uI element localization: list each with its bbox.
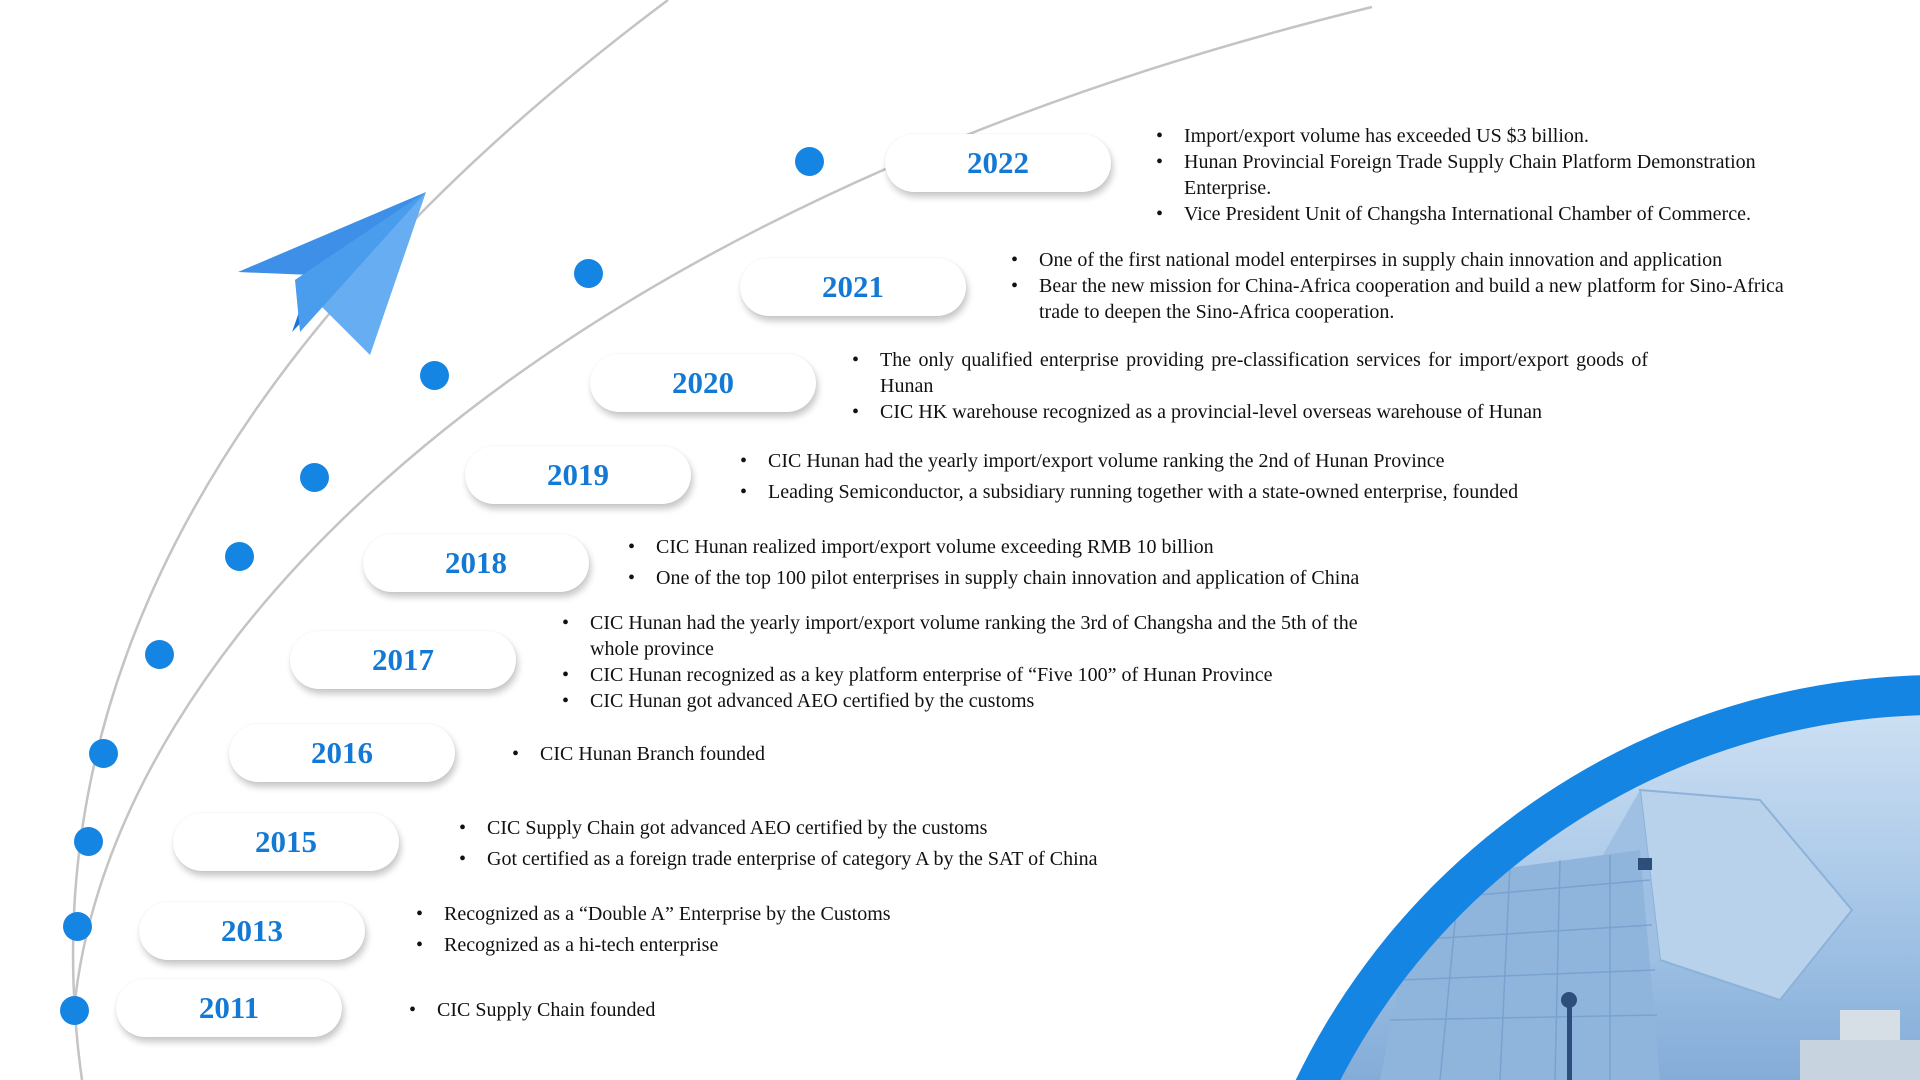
milestone-item: • CIC Supply Chain founded [409,997,1009,1023]
milestone-item: • One of the first national model enterpirses in supply chain innovation and application [1011,247,1816,273]
milestones-2020 [852,347,1648,425]
milestones-2013 [416,901,1216,958]
milestone-item: • Bear the new mission for China-Africa cooperation and build a new platform for Sino-Africa trade to deepen the Sino-Africa cooperation. [1011,273,1816,325]
milestones-2022 [1156,123,1816,227]
milestone-item: • One of the top 100 pilot enterprises in supply chain innovation and application of China [628,565,1528,591]
milestone-item: • Import/export volume has exceeded US $3 billion. [1156,123,1816,149]
milestones-2011 [409,997,1009,1023]
milestone-item: • Got certified as a foreign trade enterprise of category A by the SAT of China [459,846,1359,872]
year-label-2017: 2017 [290,631,516,689]
timeline-dot-2021 [574,259,603,288]
milestones-2015 [459,815,1359,872]
year-label-2021: 2021 [740,258,966,316]
year-label-2022: 2022 [885,134,1111,192]
milestone-item: • CIC Hunan Branch founded [512,741,1212,767]
timeline-dot-2016 [89,739,118,768]
year-label-2016: 2016 [229,724,455,782]
milestones-2021 [1011,247,1816,325]
timeline-dot-2011 [60,996,89,1025]
milestone-item: • CIC Supply Chain got advanced AEO certified by the customs [459,815,1359,841]
milestone-item: • Hunan Provincial Foreign Trade Supply Chain Platform Demonstration Enterprise. [1156,149,1816,201]
milestone-item: • CIC HK warehouse recognized as a provincial-level overseas warehouse of Hunan [852,399,1648,425]
year-label-2013: 2013 [139,902,365,960]
milestones-2016 [512,741,1212,767]
timeline-dot-2019 [300,463,329,492]
milestone-item: • Vice President Unit of Changsha International Chamber of Commerce. [1156,201,1816,227]
timeline-dot-2013 [63,912,92,941]
year-label-2011: 2011 [116,979,342,1037]
milestone-item: • The only qualified enterprise providing pre-classification services for import/export goods of Hunan [852,347,1648,399]
year-label-2018: 2018 [363,534,589,592]
timeline-dot-2017 [145,640,174,669]
milestone-item: • CIC Hunan got advanced AEO certified by the customs [562,688,1404,714]
timeline-dot-2020 [420,361,449,390]
milestone-item: • CIC Hunan realized import/export volume exceeding RMB 10 billion [628,534,1528,560]
timeline-dot-2015 [74,827,103,856]
milestones-2018 [628,534,1528,591]
year-label-2019: 2019 [465,446,691,504]
milestone-item: • Recognized as a hi-tech enterprise [416,932,1216,958]
milestones-2019 [740,448,1640,505]
milestones-2017 [562,610,1404,714]
year-label-2020: 2020 [590,354,816,412]
milestone-item: • CIC Hunan had the yearly import/export volume ranking the 2nd of Hunan Province [740,448,1640,474]
timeline-dot-2018 [225,542,254,571]
milestone-item: • Recognized as a “Double A” Enterprise by the Customs [416,901,1216,927]
year-label-2015: 2015 [173,813,399,871]
milestone-item: • Leading Semiconductor, a subsidiary running together with a state-owned enterprise, founded [740,479,1640,505]
milestone-item: • CIC Hunan recognized as a key platform enterprise of “Five 100” of Hunan Province [562,662,1404,688]
timeline-dot-2022 [795,147,824,176]
milestone-item: • CIC Hunan had the yearly import/export volume ranking the 3rd of Changsha and the 5th of the whole province [562,610,1404,662]
paper-plane-icon [238,192,426,355]
